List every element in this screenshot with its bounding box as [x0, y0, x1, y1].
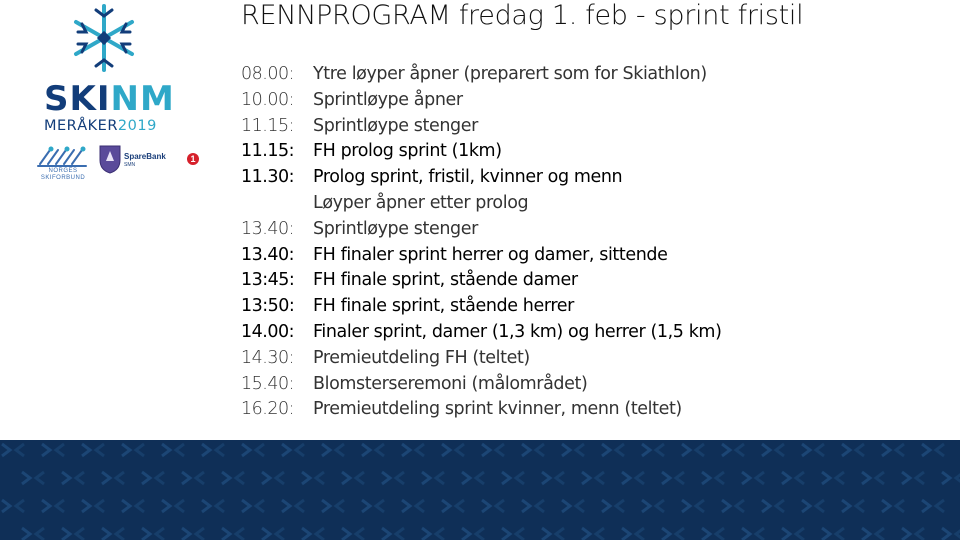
chevron-mark — [742, 528, 750, 540]
chevron-mark — [102, 472, 110, 484]
chevron-mark — [276, 528, 284, 540]
chevron-mark — [122, 444, 130, 456]
chevron-mark — [616, 444, 624, 456]
chevron-mark — [296, 500, 304, 512]
chevron-mark — [476, 472, 484, 484]
schedule-description: Premieutdeling FH (teltet) — [313, 347, 530, 368]
chevron-mark — [582, 472, 590, 484]
chevron-mark — [302, 528, 310, 540]
chevron-mark — [256, 500, 264, 512]
chevron-mark — [42, 500, 50, 512]
chevron-mark — [896, 500, 904, 512]
chevron-mark — [36, 472, 44, 484]
logo-wordmark — [44, 79, 194, 119]
chevron-mark — [562, 500, 570, 512]
chevron-mark — [202, 444, 210, 456]
chevron-mark — [456, 500, 464, 512]
chevron-mark — [596, 528, 604, 540]
chevron-mark — [916, 472, 924, 484]
chevron-mark — [476, 528, 484, 540]
bank-subname: SMN — [124, 162, 136, 168]
schedule-description: FH prolog sprint (1km) — [313, 141, 502, 162]
chevron-mark — [362, 500, 370, 512]
chevron-mark — [242, 500, 250, 512]
chevron-mark — [756, 528, 764, 540]
chevron-mark — [416, 500, 424, 512]
schedule-description: Premieutdeling sprint kvinner, menn (teltet) — [313, 399, 682, 420]
chevron-mark — [402, 444, 410, 456]
chevron-mark — [42, 444, 50, 456]
chevron-mark — [56, 444, 64, 456]
schedule-time: 13.40: — [241, 218, 294, 239]
chevron-mark — [422, 472, 430, 484]
chevron-mark — [596, 472, 604, 484]
schedule-row — [241, 320, 941, 346]
chevron-mark — [256, 444, 264, 456]
chevron-mark — [882, 500, 890, 512]
chevron-mark — [902, 472, 910, 484]
chevron-mark — [602, 444, 610, 456]
chevron-mark — [556, 528, 564, 540]
chevron-mark — [702, 472, 710, 484]
schedule-row — [241, 191, 941, 217]
chevron-mark — [556, 472, 564, 484]
schedule-time: 14.30: — [241, 347, 294, 368]
chevron-mark — [876, 472, 884, 484]
chevron-mark — [576, 444, 584, 456]
chevron-mark — [176, 444, 184, 456]
chevron-mark — [842, 500, 850, 512]
chevron-mark — [876, 528, 884, 540]
schedule-description: Sprintløype åpner — [313, 89, 463, 110]
chevron-mark — [522, 500, 530, 512]
chevron-mark — [36, 528, 44, 540]
schedule-row — [241, 62, 941, 88]
chevron-mark — [836, 472, 844, 484]
schedule-description: Sprintløype stenger — [313, 115, 478, 136]
schedule-row — [241, 88, 941, 114]
logo-location — [44, 118, 194, 134]
schedule-description: Finaler sprint, damer (1,3 km) og herrer (1,5 km) — [313, 321, 722, 342]
schedule-description: Ytre løyper åpner (preparert som for Skiathlon) — [313, 64, 707, 84]
logo-word-nm: NM — [110, 79, 175, 119]
chevron-mark — [882, 444, 890, 456]
schedule-row — [241, 268, 941, 294]
page-title: RENNPROGRAM fredag 1. feb - sprint fristil — [241, 0, 804, 31]
logo-word-ski: SKI — [44, 79, 111, 119]
chevron-mark — [536, 500, 544, 512]
chevron-mark — [802, 444, 810, 456]
chevron-mark — [22, 528, 30, 540]
chevron-mark — [542, 528, 550, 540]
chevron-mark — [356, 528, 364, 540]
logo-year: 2019 — [117, 118, 157, 134]
chevron-mark — [936, 444, 944, 456]
chevron-mark — [922, 500, 930, 512]
chevron-mark — [82, 444, 90, 456]
bank-sponsor-logo — [124, 150, 214, 170]
chevron-mark — [182, 472, 190, 484]
chevron-mark — [282, 500, 290, 512]
chevron-mark — [816, 444, 824, 456]
chevron-mark — [136, 444, 144, 456]
chevron-mark — [296, 444, 304, 456]
schedule-description: Prolog sprint, fristil, kvinner og menn — [313, 167, 623, 188]
chevron-mark — [56, 500, 64, 512]
chevron-mark — [316, 528, 324, 540]
chevron-mark — [662, 528, 670, 540]
chevron-mark — [322, 444, 330, 456]
schedule-time: 11.30: — [241, 167, 294, 188]
chevron-mark — [862, 528, 870, 540]
chevron-mark — [422, 528, 430, 540]
chevron-mark — [116, 528, 124, 540]
chevron-mark — [376, 500, 384, 512]
chevron-mark — [716, 528, 724, 540]
chevron-mark — [616, 500, 624, 512]
chevron-mark — [2, 444, 10, 456]
chevron-mark — [916, 528, 924, 540]
chevron-mark — [96, 500, 104, 512]
chevron-mark — [842, 444, 850, 456]
chevron-mark — [936, 500, 944, 512]
chevron-mark — [582, 528, 590, 540]
chevron-mark — [262, 472, 270, 484]
municipal-crest-icon — [98, 144, 122, 174]
schedule-row — [241, 139, 941, 165]
chevron-mark — [622, 528, 630, 540]
schedule-time: 15.40: — [241, 373, 294, 394]
chevron-mark — [796, 528, 804, 540]
chevron-mark — [302, 472, 310, 484]
chevron-mark — [442, 444, 450, 456]
schedule-description: FH finale sprint, stående herrer — [313, 296, 574, 317]
chevron-mark — [776, 500, 784, 512]
chevron-mark — [402, 500, 410, 512]
schedule-time: 13:50: — [241, 296, 295, 317]
chevron-mark — [222, 472, 230, 484]
chevron-mark — [16, 444, 24, 456]
chevron-mark — [156, 472, 164, 484]
schedule-row — [241, 372, 941, 398]
schedule-description: Sprintløype stenger — [313, 218, 478, 239]
chevron-mark — [162, 444, 170, 456]
chevron-mark — [636, 472, 644, 484]
schedule-time: 14.00: — [241, 321, 294, 342]
chevron-mark — [416, 444, 424, 456]
chevron-mark — [162, 500, 170, 512]
federation-name: NORGES SKIFORBUND — [40, 168, 86, 181]
chevron-mark — [182, 528, 190, 540]
chevron-mark — [696, 444, 704, 456]
schedule-time: 16.20: — [241, 399, 294, 420]
schedule-row — [241, 217, 941, 243]
chevron-mark — [382, 528, 390, 540]
chevron-mark — [176, 500, 184, 512]
chevron-mark — [356, 472, 364, 484]
chevron-mark — [442, 500, 450, 512]
chevron-mark — [96, 444, 104, 456]
chevron-mark — [436, 472, 444, 484]
chevron-mark — [142, 528, 150, 540]
chevron-mark — [196, 528, 204, 540]
chevron-mark — [516, 472, 524, 484]
schedule-time: 08.00: — [241, 64, 294, 84]
chevron-mark — [822, 528, 830, 540]
schedule-description: FH finaler sprint herrer og damer, sittende — [313, 244, 668, 265]
chevron-mark — [702, 528, 710, 540]
chevron-mark — [316, 472, 324, 484]
chevron-mark — [236, 528, 244, 540]
chevron-mark — [816, 500, 824, 512]
chevron-mark — [76, 472, 84, 484]
chevron-mark — [216, 444, 224, 456]
chevron-mark — [642, 500, 650, 512]
chevron-mark — [16, 500, 24, 512]
schedule-description: Blomsterseremoni (målområdet) — [313, 373, 588, 394]
chevron-mark — [756, 472, 764, 484]
chevron-mark — [396, 472, 404, 484]
decorative-banner — [0, 440, 960, 540]
chevron-mark — [436, 528, 444, 540]
schedule-time: 13.40: — [241, 244, 294, 265]
chevron-mark — [502, 528, 510, 540]
chevron-mark — [676, 472, 684, 484]
chevron-mark — [522, 444, 530, 456]
chevron-mark — [682, 500, 690, 512]
chevron-pattern — [0, 440, 960, 540]
chevron-mark — [216, 500, 224, 512]
chevron-mark — [782, 472, 790, 484]
chevron-mark — [2, 500, 10, 512]
schedule-row — [241, 114, 941, 140]
chevron-mark — [102, 528, 110, 540]
schedule-row — [241, 294, 941, 320]
chevron-mark — [222, 528, 230, 540]
chevron-mark — [642, 444, 650, 456]
chevron-mark — [202, 500, 210, 512]
chevron-mark — [122, 500, 130, 512]
chevron-mark — [622, 472, 630, 484]
chevron-mark — [62, 472, 70, 484]
schedule-row — [241, 165, 941, 191]
chevron-mark — [856, 500, 864, 512]
chevron-mark — [656, 444, 664, 456]
schedule-time: 11.15: — [241, 141, 294, 162]
chevron-mark — [462, 472, 470, 484]
schedule-time: 11.15: — [241, 115, 294, 136]
chevron-mark — [856, 444, 864, 456]
snowflake-logo-icon — [68, 2, 140, 74]
chevron-mark — [342, 528, 350, 540]
chevron-mark — [482, 444, 490, 456]
chevron-mark — [576, 500, 584, 512]
chevron-mark — [782, 528, 790, 540]
chevron-mark — [262, 528, 270, 540]
chevron-mark — [736, 444, 744, 456]
chevron-mark — [736, 500, 744, 512]
chevron-mark — [62, 528, 70, 540]
chevron-mark — [656, 500, 664, 512]
chevron-mark — [322, 500, 330, 512]
chevron-mark — [496, 500, 504, 512]
chevron-mark — [536, 444, 544, 456]
chevron-mark — [236, 472, 244, 484]
chevron-mark — [482, 500, 490, 512]
chevron-mark — [716, 472, 724, 484]
schedule-time: 13:45: — [241, 270, 295, 291]
chevron-mark — [276, 472, 284, 484]
chevron-mark — [862, 472, 870, 484]
chevron-mark — [502, 472, 510, 484]
chevron-mark — [956, 472, 960, 484]
chevron-mark — [722, 444, 730, 456]
chevron-mark — [456, 444, 464, 456]
event-logo — [30, 2, 196, 182]
chevron-mark — [22, 472, 30, 484]
chevron-mark — [942, 472, 950, 484]
chevron-mark — [836, 528, 844, 540]
sponsor-row — [36, 144, 196, 184]
chevron-mark — [342, 472, 350, 484]
chevron-mark — [396, 528, 404, 540]
chevron-mark — [196, 472, 204, 484]
bank-name: SpareBank — [124, 152, 166, 161]
chevron-mark — [922, 444, 930, 456]
chevron-mark — [742, 472, 750, 484]
chevron-mark — [682, 444, 690, 456]
chevron-mark — [76, 528, 84, 540]
chevron-mark — [796, 472, 804, 484]
bank-badge: 1 — [187, 153, 199, 165]
chevron-mark — [662, 472, 670, 484]
chevron-mark — [636, 528, 644, 540]
schedule-time: 10.00: — [241, 89, 294, 110]
chevron-mark — [942, 528, 950, 540]
chevron-mark — [242, 444, 250, 456]
chevron-mark — [956, 528, 960, 540]
chevron-mark — [362, 444, 370, 456]
chevron-mark — [762, 500, 770, 512]
chevron-mark — [82, 500, 90, 512]
logo-location-name: MERÅKER — [44, 118, 118, 134]
chevron-mark — [336, 500, 344, 512]
schedule-row — [241, 397, 941, 423]
chevron-mark — [722, 500, 730, 512]
chevron-mark — [896, 444, 904, 456]
chevron-mark — [542, 472, 550, 484]
chevron-mark — [562, 444, 570, 456]
chevron-mark — [822, 472, 830, 484]
chevron-mark — [382, 472, 390, 484]
chevron-mark — [282, 444, 290, 456]
schedule-row — [241, 243, 941, 269]
chevron-mark — [496, 444, 504, 456]
chevron-mark — [676, 528, 684, 540]
chevron-mark — [516, 528, 524, 540]
chevron-mark — [116, 472, 124, 484]
chevron-mark — [602, 500, 610, 512]
chevron-mark — [902, 528, 910, 540]
chevron-mark — [762, 444, 770, 456]
chevron-mark — [156, 528, 164, 540]
schedule-description: Løyper åpner etter prolog — [313, 192, 529, 213]
chevron-mark — [376, 444, 384, 456]
chevron-mark — [136, 500, 144, 512]
chevron-mark — [696, 500, 704, 512]
schedule-list — [241, 62, 941, 423]
federation-logo — [36, 144, 90, 182]
chevron-mark — [802, 500, 810, 512]
chevron-mark — [142, 472, 150, 484]
skiers-icon — [36, 144, 90, 168]
schedule-row — [241, 346, 941, 372]
chevron-mark — [462, 528, 470, 540]
schedule-description: FH finale sprint, stående damer — [313, 270, 578, 291]
chevron-mark — [336, 444, 344, 456]
chevron-mark — [776, 444, 784, 456]
